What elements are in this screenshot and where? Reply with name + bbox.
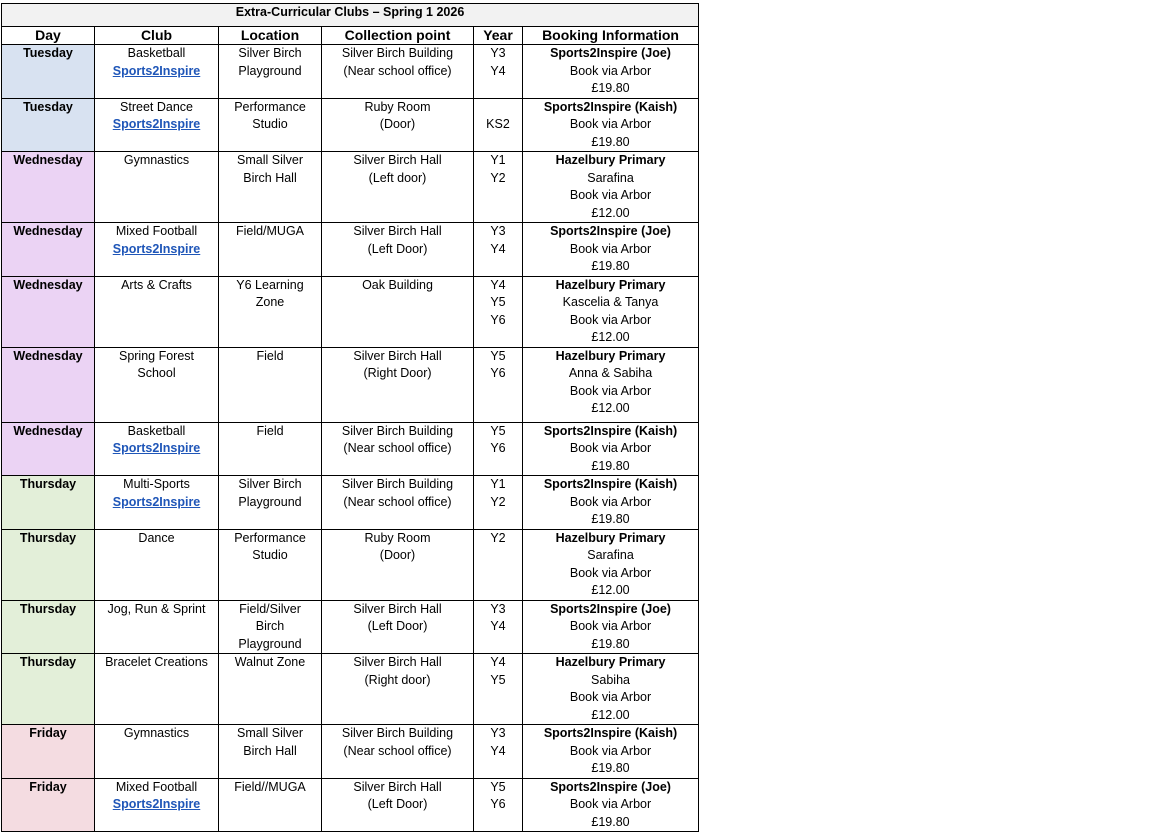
collection-point-line: (Door) [379,117,416,131]
location-cell [219,45,322,99]
provider-link[interactable]: Sports2Inspire [112,63,201,78]
booking-line: £19.80 [591,636,630,651]
booking-line: £12.00 [591,401,630,415]
location-line: Field/MUGA [235,224,305,238]
table-row [2,778,699,832]
location-line: Playground [238,494,302,509]
table-row [2,422,699,476]
booking-line: £19.80 [591,458,630,473]
club-cell [95,347,219,422]
club-name: Dance [138,530,175,545]
provider-link[interactable]: Sports2Inspire [112,117,201,131]
club-name: Mixed Football [115,224,198,238]
location-line: Y6 Learning [236,277,304,292]
booking-line: Book via Arbor [569,441,652,455]
header-location: Location [219,27,322,45]
provider-name: Sports2Inspire (Kaish) [543,477,678,491]
booking-cell [523,654,699,725]
location-cell [219,778,322,832]
booking-line: £12.00 [591,205,630,220]
year-cell [474,276,523,347]
booking-cell [523,600,699,654]
table-title: Extra-Curricular Clubs – Spring 1 2026 [2,4,699,27]
booking-cell [523,529,699,600]
booking-cell [523,223,699,277]
club-cell [95,778,219,832]
collection-point-cell [322,654,474,725]
year-cell [474,778,523,832]
year-group: Y4 [490,743,506,758]
location-line: Studio [252,117,288,131]
location-line: Silver Birch [238,46,302,60]
location-cell [219,347,322,422]
booking-cell [523,45,699,99]
booking-line: £19.80 [591,134,630,149]
club-cell [95,276,219,347]
year-group: Y6 [490,441,506,455]
collection-point-line: Silver Birch Building [341,726,454,740]
table-row [2,98,699,152]
year-group: Y6 [490,797,506,811]
collection-point-line: Silver Birch Building [341,46,454,60]
table-row [2,529,699,600]
club-cell [95,654,219,725]
provider-name: Sports2Inspire (Kaish) [543,726,678,740]
club-cell [95,600,219,654]
day-cell: Thursday [2,529,95,600]
year-cell [474,152,523,223]
booking-line: Book via Arbor [569,383,652,398]
provider-name: Sports2Inspire (Joe) [550,601,671,616]
booking-line: Sarafina [587,170,634,185]
location-line: Zone [255,295,285,309]
provider-name: Sports2Inspire (Joe) [550,779,671,794]
booking-line: Book via Arbor [569,797,652,811]
collection-point-line: (Near school office) [343,63,452,78]
booking-cell [523,725,699,779]
day-cell: Thursday [2,600,95,654]
collection-point-cell [322,778,474,832]
provider-name: Hazelbury Primary [555,277,666,292]
year-cell [474,45,523,99]
year-cell [474,223,523,277]
year-group: Y5 [490,423,506,438]
booking-line: Kascelia & Tanya [562,295,659,309]
location-line: Performance [234,99,306,114]
club-name: Street Dance [120,99,193,114]
year-group: Y1 [490,153,506,167]
table-row [2,276,699,347]
club-name: Mixed Football [115,779,198,794]
collection-point-cell [322,98,474,152]
collection-point-cell [322,600,474,654]
collection-point-cell [322,276,474,347]
location-line: Walnut Zone [234,655,306,669]
location-line: Field [256,423,284,438]
club-name: Arts & Crafts [121,277,192,292]
table-row [2,725,699,779]
collection-point-cell [322,152,474,223]
year-group: KS2 [486,117,510,131]
year-group: Y5 [490,348,506,363]
location-cell [219,152,322,223]
club-cell [95,725,219,779]
provider-name: Hazelbury Primary [555,530,666,545]
booking-line: £19.80 [591,761,630,775]
location-line: Field//MUGA [234,779,306,794]
year-cell [474,98,523,152]
club-cell [95,98,219,152]
year-group: Y1 [490,477,506,491]
booking-line: £19.80 [591,259,630,273]
provider-link[interactable]: Sports2Inspire [112,494,201,509]
location-line: Birch Hall [243,170,297,185]
collection-point-line: (Left door) [368,170,427,185]
location-line: Small Silver [237,726,303,740]
provider-name: Hazelbury Primary [555,153,666,167]
day-cell: Wednesday [2,422,95,476]
club-cell [95,529,219,600]
location-cell [219,276,322,347]
location-line: Performance [234,530,306,545]
provider-link[interactable]: Sports2Inspire [112,797,201,811]
booking-cell [523,347,699,422]
club-name: Basketball [127,46,186,60]
collection-point-line: (Near school office) [343,441,452,455]
year-group: Y6 [490,366,506,380]
club-name: Gymnastics [123,726,190,740]
booking-cell [523,276,699,347]
day-cell: Tuesday [2,98,95,152]
provider-name: Sports2Inspire (Kaish) [543,99,678,114]
location-cell [219,529,322,600]
year-cell [474,422,523,476]
location-cell [219,98,322,152]
location-cell [219,476,322,530]
location-line: Field [256,348,284,363]
provider-link[interactable]: Sports2Inspire [112,241,201,256]
club-name: Basketball [127,423,186,438]
table-row [2,600,699,654]
year-cell [474,600,523,654]
day-cell: Tuesday [2,45,95,99]
provider-name: Hazelbury Primary [555,655,666,669]
table-row [2,152,699,223]
booking-line: £12.00 [591,330,630,344]
day-cell: Thursday [2,654,95,725]
header-booking-information: Booking Information [523,27,699,45]
header-club: Club [95,27,219,45]
year-group: Y2 [490,170,506,185]
collection-point-cell [322,347,474,422]
booking-cell [523,98,699,152]
collection-point-line: Oak Building [362,277,433,292]
location-line: Birch [255,619,285,633]
collection-point-line: (Left Door) [367,241,428,256]
provider-name: Sports2Inspire (Joe) [550,46,671,60]
provider-link[interactable]: Sports2Inspire [112,441,201,455]
year-group: Y2 [490,494,506,509]
day-cell: Friday [2,725,95,779]
year-group: Y2 [490,530,506,545]
collection-point-line: Silver Birch Building [341,423,454,438]
location-line: Playground [238,636,302,651]
collection-point-cell [322,422,474,476]
booking-cell [523,476,699,530]
collection-point-line: Silver Birch Hall [353,601,442,616]
collection-point-line: (Right door) [364,672,431,687]
collection-point-line: (Door) [379,548,416,562]
collection-point-line: (Right Door) [363,366,432,380]
booking-line: £12.00 [591,707,630,722]
collection-point-cell [322,476,474,530]
club-name: Bracelet Creations [105,655,208,669]
location-cell [219,654,322,725]
year-group: Y5 [490,779,506,794]
day-cell: Friday [2,778,95,832]
location-cell [219,223,322,277]
location-cell [219,600,322,654]
club-cell [95,45,219,99]
table-row [2,654,699,725]
collection-point-cell [322,529,474,600]
location-line: Studio [252,548,288,562]
location-cell [219,422,322,476]
booking-line: Book via Arbor [569,619,652,633]
table-row [2,347,699,422]
club-name-line: Spring Forest [118,348,195,363]
header-collection-point: Collection point [322,27,474,45]
year-group: Y4 [490,655,506,669]
club-name: Gymnastics [123,153,190,167]
club-cell [95,152,219,223]
location-line: Small Silver [237,153,303,167]
year-group: Y3 [490,601,506,616]
collection-point-line: (Near school office) [343,743,452,758]
table-row [2,45,699,99]
collection-point-line: Silver Birch Hall [353,348,442,363]
clubs-table [1,3,699,832]
booking-line: Book via Arbor [569,312,652,327]
location-line: Field/Silver [239,601,301,616]
booking-cell [523,778,699,832]
club-name-line: School [137,366,176,380]
day-cell: Wednesday [2,223,95,277]
collection-point-line: Silver Birch Building [341,477,454,491]
collection-point-cell [322,725,474,779]
club-name: Jog, Run & Sprint [107,601,206,616]
collection-point-line: Silver Birch Hall [353,779,442,794]
year-cell [474,725,523,779]
collection-point-line: Ruby Room [364,530,431,545]
booking-line: £19.80 [591,512,630,526]
collection-point-line: Silver Birch Hall [353,655,442,669]
year-group: Y4 [490,63,506,78]
booking-line: Book via Arbor [569,188,652,202]
day-cell: Wednesday [2,347,95,422]
year-cell [474,347,523,422]
collection-point-cell [322,45,474,99]
location-cell [219,725,322,779]
location-line: Birch Hall [243,743,297,758]
day-cell: Wednesday [2,152,95,223]
year-cell [474,529,523,600]
club-name: Multi-Sports [123,477,190,491]
booking-line: £19.80 [591,814,630,829]
table-row [2,223,699,277]
year-group: Y4 [490,277,506,292]
collection-point-line: (Left Door) [367,619,428,633]
day-cell: Thursday [2,476,95,530]
header-year: Year [474,27,523,45]
year-cell [474,476,523,530]
booking-line: £12.00 [591,583,630,597]
booking-line: Book via Arbor [569,565,652,580]
collection-point-cell [322,223,474,277]
booking-line: Book via Arbor [569,494,652,509]
provider-name: Sports2Inspire (Joe) [550,224,671,238]
day-cell: Wednesday [2,276,95,347]
year-group [476,99,520,117]
booking-line: Book via Arbor [569,117,652,131]
year-group: Y3 [490,46,506,60]
booking-line: £19.80 [591,81,630,95]
location-line: Silver Birch [238,477,302,491]
booking-cell [523,152,699,223]
year-group: Y3 [490,726,506,740]
collection-point-line: (Near school office) [343,494,452,509]
year-group: Y4 [490,619,506,633]
table-row [2,476,699,530]
year-group: Y6 [490,312,506,327]
year-group: Y5 [490,295,506,309]
year-group: Y3 [490,224,506,238]
year-group: Y5 [490,672,506,687]
club-cell [95,476,219,530]
header-day: Day [2,27,95,45]
club-cell [95,422,219,476]
club-rows [2,45,699,832]
booking-line: Book via Arbor [569,690,652,704]
booking-line: Book via Arbor [569,241,652,256]
booking-cell [523,422,699,476]
location-line: Playground [238,63,302,78]
year-group: Y4 [490,241,506,256]
booking-line: Anna & Sabiha [568,366,653,380]
booking-line: Sabiha [591,672,630,687]
collection-point-line: Ruby Room [364,99,431,114]
collection-point-line: Silver Birch Hall [353,153,442,167]
booking-line: Sarafina [587,548,634,562]
year-cell [474,654,523,725]
provider-name: Hazelbury Primary [555,348,666,363]
booking-line: Book via Arbor [569,63,652,78]
header-row [2,27,699,45]
club-cell [95,223,219,277]
collection-point-line: Silver Birch Hall [353,224,442,238]
collection-point-line: (Left Door) [367,797,428,811]
booking-line: Book via Arbor [569,743,652,758]
provider-name: Sports2Inspire (Kaish) [543,423,678,438]
